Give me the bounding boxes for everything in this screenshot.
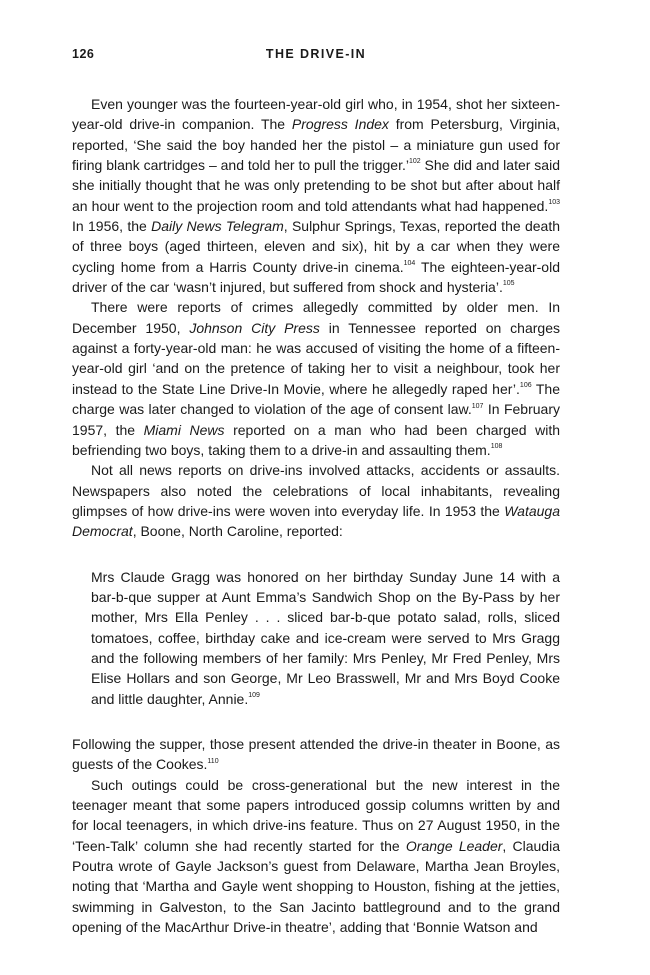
text-run: from Petersburg, Virginia, reported, ‘She said the boy handed her the pistol – a miniature gun used for firing blank cartridges – and told her to pull the trigger.’ xyxy=(72,116,560,174)
text-run: reported on a man who had been charged with befriending two boys, taking them to a drive-in and assaulting them. xyxy=(72,421,560,458)
paragraph xyxy=(72,460,560,541)
page-number: 126 xyxy=(72,47,95,61)
body-text xyxy=(72,94,560,937)
paragraph xyxy=(72,775,560,938)
footnote-ref: 104 xyxy=(403,260,416,268)
publication-title: Daily News Telegram xyxy=(151,218,284,235)
footnote-ref: 103 xyxy=(548,199,560,207)
text-run: She did and later said she initially thought that he was only pretending to be shot but after about half an hour went to the projection room and told attendants what had happened. xyxy=(72,157,560,214)
text-run: Following the supper, those present attended the drive-in theater in Boone, as guests of the Cookes. xyxy=(72,735,560,773)
block-quote xyxy=(91,567,560,709)
text-run: Such outings could be cross-generational but the new interest in the teenager meant that some papers introduced gossip columns written by and for local teenagers, in which drive-ins feature. Thus on 27 August 1950, in the ‘Teen-Talk’ column she had recently started for the xyxy=(72,776,560,854)
text-run: The eighteen-year-old driver of the car ‘wasn’t injured, but suffered from shock and hysteria’. xyxy=(72,258,560,296)
text-run: In February 1957, the xyxy=(72,401,560,438)
book-page xyxy=(72,0,560,975)
footnote-ref: 106 xyxy=(519,382,532,390)
text-run: Not all news reports on drive-ins involved attacks, accidents or assaults. Newspapers also noted the celebrations of local inhabitants, revealing glimpses of how drive-ins were woven into everyday life. In 1953 the xyxy=(72,462,560,519)
publication-title: Orange Leader xyxy=(405,837,503,854)
footnote-ref: 110 xyxy=(207,757,219,765)
footnote-ref: 107 xyxy=(471,402,484,410)
publication-title: Watauga Democrat xyxy=(72,502,560,540)
text-run: The charge was later changed to violation of the age of consent law. xyxy=(72,380,560,418)
running-title: THE DRIVE-IN xyxy=(265,47,367,61)
text-run: There were reports of crimes allegedly committed by older men. In December 1950, xyxy=(72,299,560,336)
publication-title: Johnson City Press xyxy=(189,319,320,336)
text-run: , Claudia Poutra wrote of Gayle Jackson’s guest from Delaware, Martha Jean Broyles, noting that ‘Martha and Gayle went shopping to Houston, fishing at the jetties, swimming in Galveston, to the San Jacinto battleground and to the grand opening of the MacArthur Drive-in theatre’, adding that ‘Bonnie Watson and xyxy=(72,837,560,936)
text-run: in Tennessee reported on charges against a forty-year-old man: he was accused of visiting the home of a fifteen-year-old girl ‘and on the pretence of taking her to visit a neighbour, took her instead to the State Line Drive-In Movie, where he allegedly raped her’. xyxy=(72,319,560,397)
footnote-ref: 105 xyxy=(502,280,515,288)
text-run: , Sulphur Springs, Texas, reported the death of three boys (aged thirteen, eleven and six), hit by a car when they were cycling home from a Harris County drive-in cinema. xyxy=(72,218,560,275)
publication-title: Miami News xyxy=(143,421,225,438)
text-run: , Boone, North Caroline, reported: xyxy=(132,523,343,540)
publication-title: Progress Index xyxy=(291,116,389,133)
paragraph xyxy=(72,297,560,460)
footnote-ref: 102 xyxy=(408,158,421,166)
text-run: In 1956, the xyxy=(72,218,152,235)
text-run: Mrs Claude Gragg was honored on her birthday Sunday June 14 with a bar-b-que supper at Aunt Emma’s Sandwich Shop on the By-Pass by her mother, Mrs Ella Penley . . . sliced bar-b-que potato salad, rolls, sliced tomatoes, coffee, birthday cake and ice-cream were served to Mrs Gragg and the following members of her family: Mrs Penley, Mr Fred Penley, Mrs Elise Hollars and son George, Mr Leo Brasswell, Mr and Mrs Boyd Cooke and little daughter, Annie. xyxy=(91,568,560,707)
footnote-ref: 109 xyxy=(248,691,260,699)
paragraph xyxy=(72,94,560,297)
paragraph xyxy=(72,734,560,775)
text-run: Even younger was the fourteen-year-old girl who, in 1954, shot her sixteen-year-old drive-in companion. The xyxy=(72,96,560,133)
running-head xyxy=(72,47,560,63)
footnote-ref: 108 xyxy=(490,443,503,451)
